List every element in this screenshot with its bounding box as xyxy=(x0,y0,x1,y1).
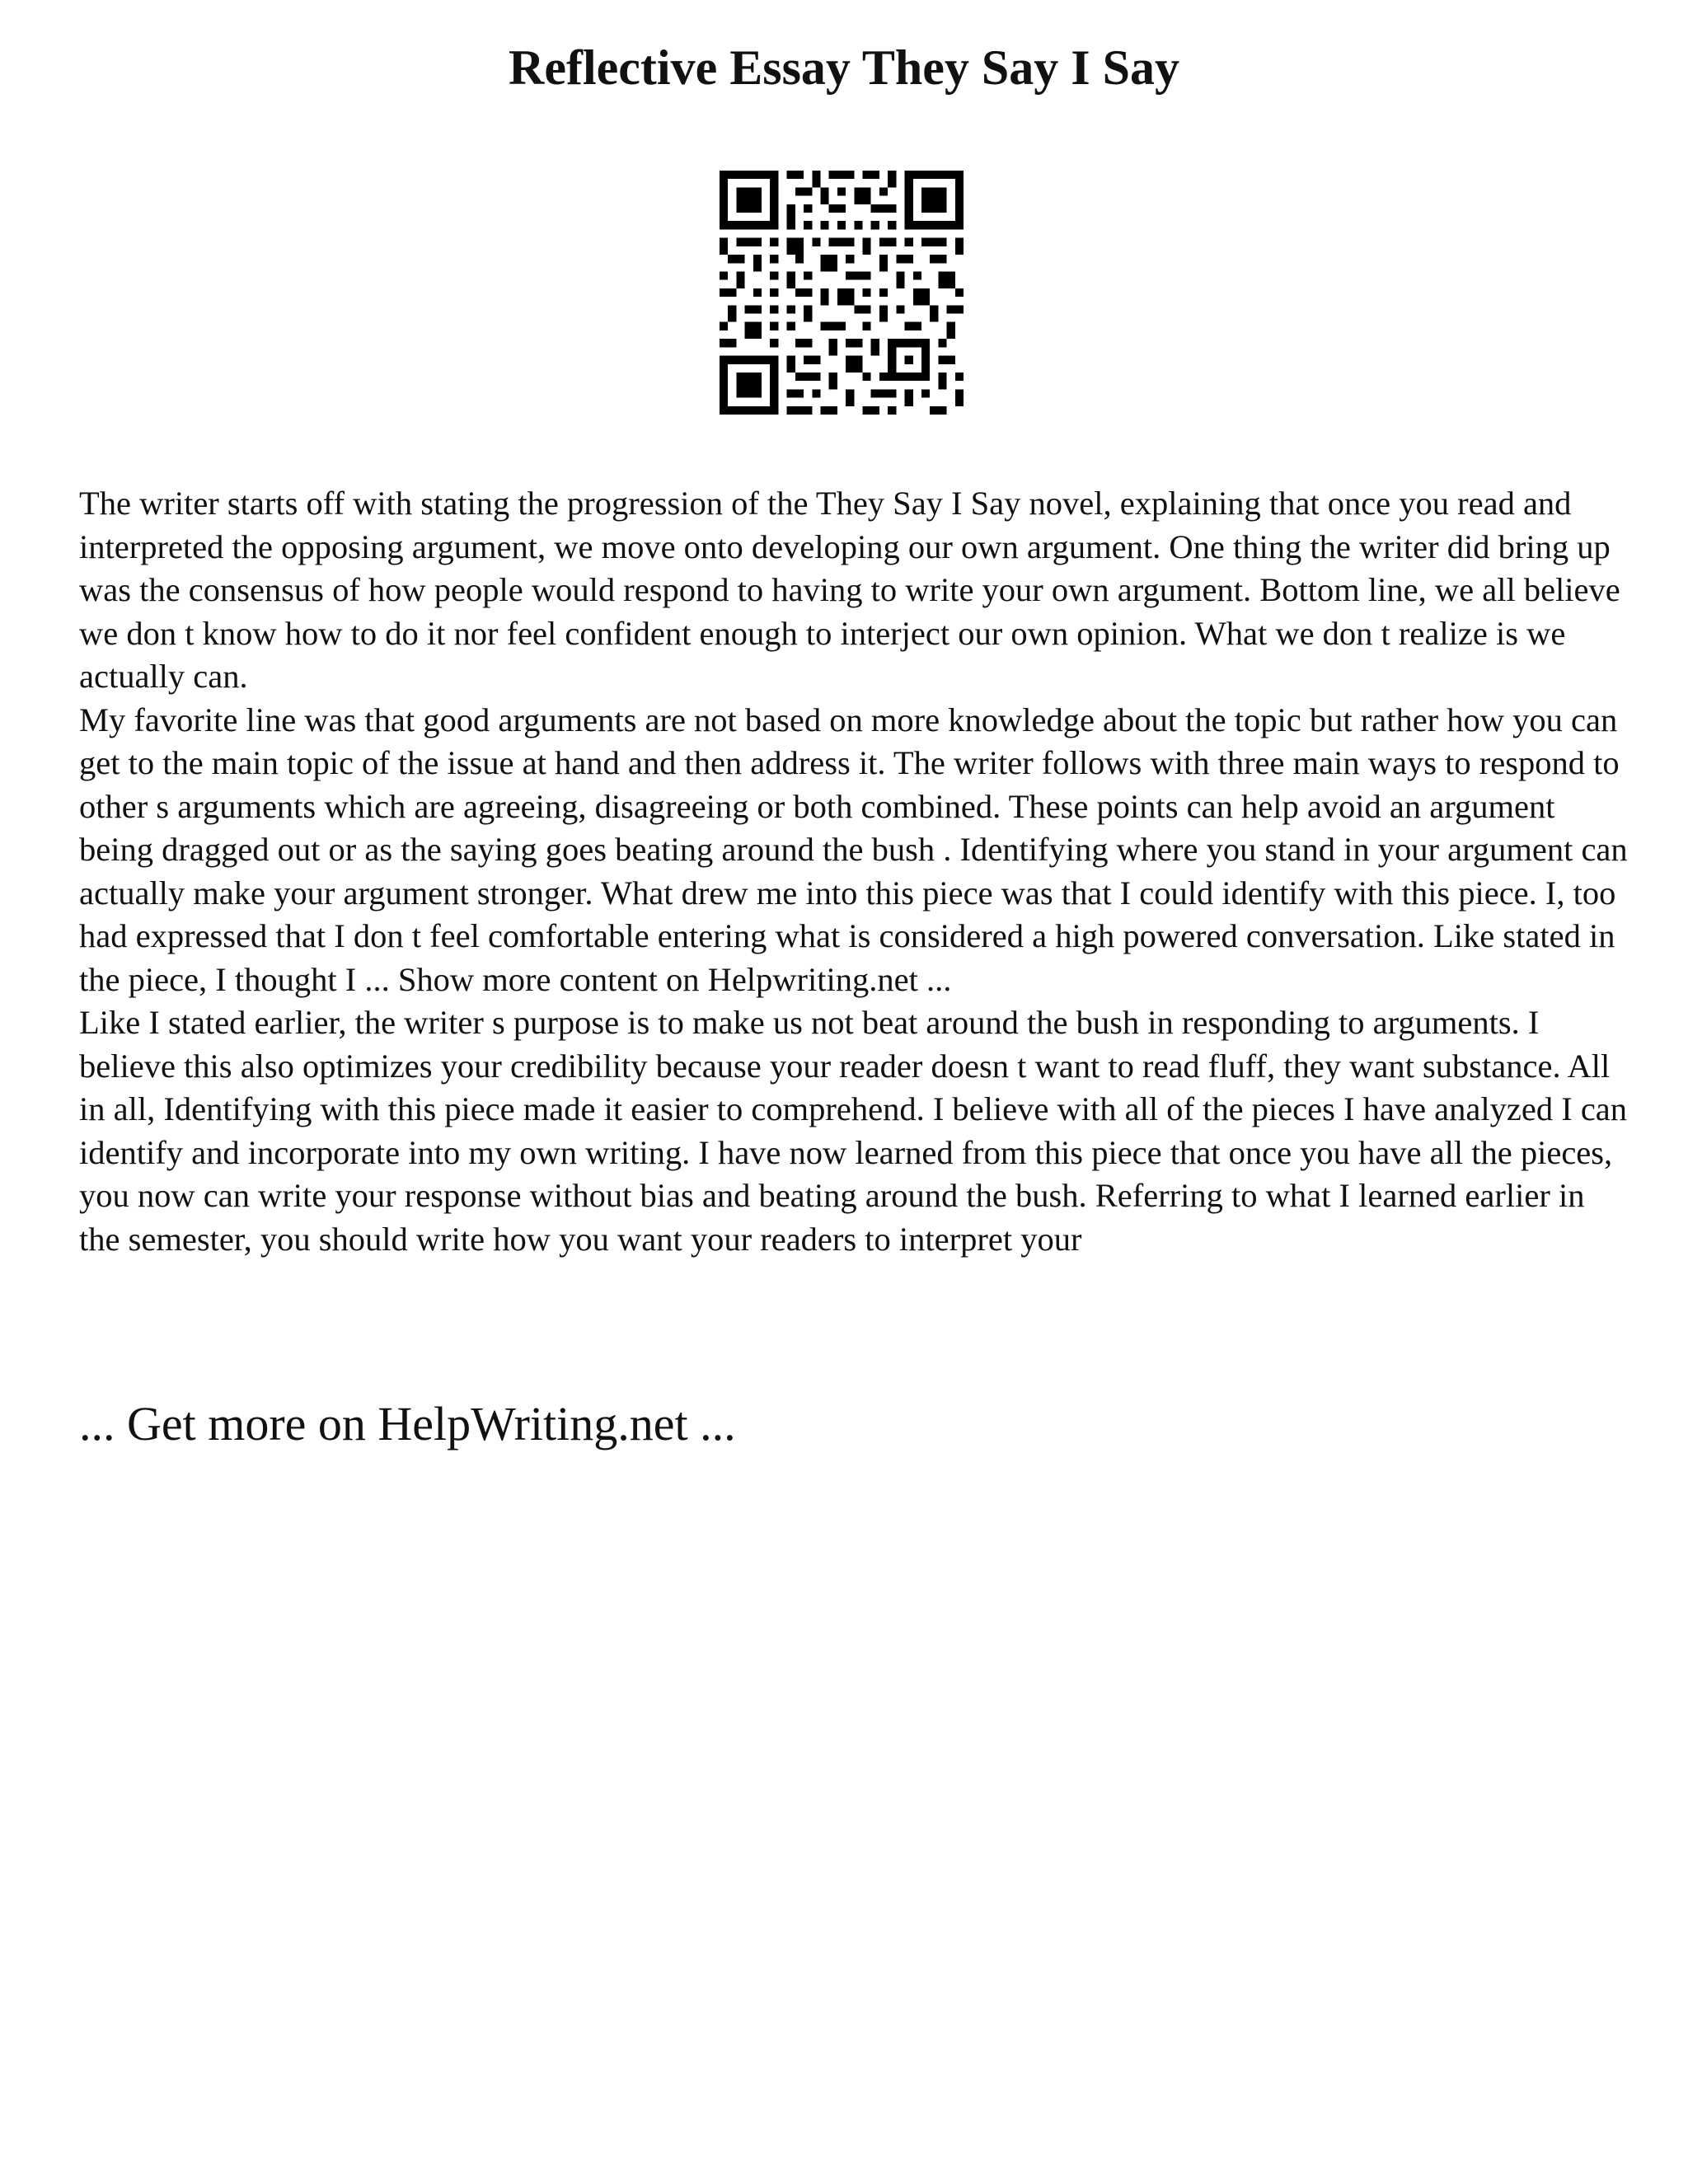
essay-paragraph-1: The writer starts off with stating the progression of the They Say I Say novel, explaining that once you read and interpreted the opposing argument, we move onto developing our own argument. One thing the writer did bring up was the consensus of how people would respond to having to write your own argument. Bottom line, we all believe we don t know how to do it nor feel confident enough to interject our own opinion. What we don t realize is we actually can. xyxy=(79,485,1620,695)
get-more-link[interactable]: ... Get more on HelpWriting.net ... xyxy=(79,1397,736,1451)
qr-code-icon xyxy=(720,171,964,415)
qr-code-graphic xyxy=(720,171,964,415)
essay-body xyxy=(79,482,1629,1261)
essay-paragraph-3: Like I stated earlier, the writer s purpose is to make us not beat around the bush in responding to arguments. I believe this also optimizes your credibility because your reader doesn t want to read fluff, they want substance. All in all, Identifying with this piece made it easier to comprehend. I believe with all of the pieces I have analyzed I can identify and incorporate into my own writing. I have now learned from this piece that once you have all the pieces, you now can write your response without bias and beating around the bush. Referring to what I learned earlier in the semester, you should write how you want your readers to interpret your xyxy=(79,1004,1628,1258)
essay-paragraph-2: My favorite line was that good arguments are not based on more knowledge about the topic but rather how you can get to the main topic of the issue at hand and then address it. The writer follows with three main ways to respond to other s arguments which are agreeing, disagreeing or both combined. These points can help avoid an argument being dragged out or as the saying goes beating around the bush . Identifying where you stand in your argument can actually make your argument stronger. What drew me into this piece was that I could identify with this piece. I, too had expressed that I don t feel comfortable entering what is considered a high powered conversation. Like stated in the piece, I thought I ... Show more content on Helpwriting.net ... xyxy=(79,701,1628,998)
page-title: Reflective Essay They Say I Say xyxy=(509,40,1179,95)
